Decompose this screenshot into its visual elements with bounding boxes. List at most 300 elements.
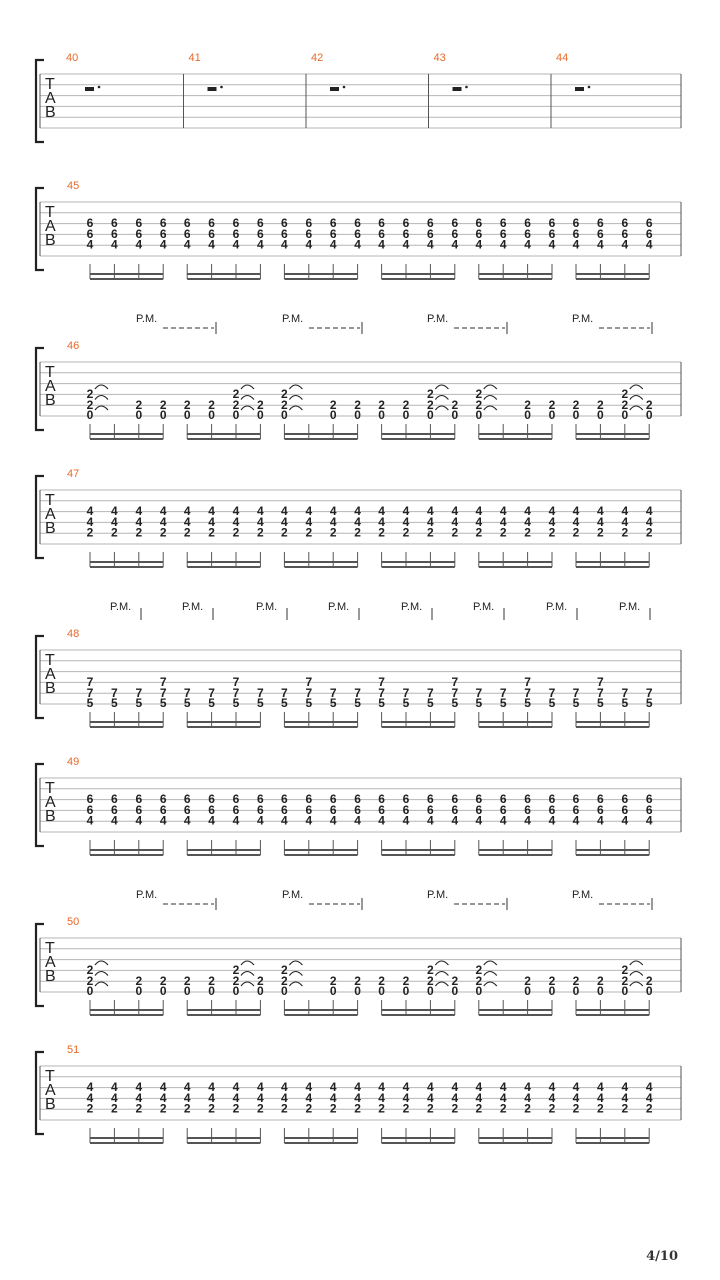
fret-number: 5 xyxy=(645,696,653,710)
fret-number: 4 xyxy=(524,514,531,529)
fret-number: 4 xyxy=(475,1080,483,1094)
fret-number: 4 xyxy=(183,1080,191,1094)
fret-number: 4 xyxy=(232,1080,240,1094)
fret-number: 2 xyxy=(86,525,94,540)
fret-number: 4 xyxy=(305,514,313,529)
fret-number: 6 xyxy=(257,216,264,230)
fret-number: 7 xyxy=(548,686,556,700)
fret-number: 6 xyxy=(645,792,653,806)
fret-number: 5 xyxy=(86,696,94,710)
fret-number: 0 xyxy=(402,984,410,998)
fret-number: 6 xyxy=(86,792,94,806)
measure-number: 43 xyxy=(433,52,446,64)
fret-number: 5 xyxy=(475,696,483,710)
fret-number: 4 xyxy=(111,813,118,828)
fret-number: 4 xyxy=(572,1090,580,1105)
fret-number: 7 xyxy=(86,686,94,700)
tab-clef-letter: T xyxy=(45,652,55,669)
fret-number: 6 xyxy=(183,216,191,230)
fret-number: 6 xyxy=(183,226,191,241)
palm-mute-label: P.M. xyxy=(110,601,132,613)
fret-number: 6 xyxy=(572,802,580,817)
fret-number: 2 xyxy=(232,398,240,412)
fret-number: 4 xyxy=(572,504,580,518)
fret-number: 7 xyxy=(597,686,604,700)
fret-number: 4 xyxy=(621,514,629,529)
fret-number: 0 xyxy=(451,408,459,422)
fret-number: 7 xyxy=(451,686,459,700)
slur-arc xyxy=(484,385,497,389)
measure-number: 47 xyxy=(67,468,80,480)
fret-number: 2 xyxy=(427,525,434,540)
fret-number: 6 xyxy=(135,226,143,241)
fret-number: 4 xyxy=(548,514,556,529)
fret-number: 2 xyxy=(281,963,288,977)
slur-arc xyxy=(289,982,302,986)
fret-number: 4 xyxy=(208,514,215,529)
tab-clef-letter: B xyxy=(45,392,56,409)
fret-number: 4 xyxy=(183,514,191,529)
tab-clef-letter: B xyxy=(45,520,56,537)
fret-number: 4 xyxy=(645,813,653,828)
fret-number: 6 xyxy=(354,226,361,241)
slur-arc xyxy=(95,406,108,410)
fret-number: 2 xyxy=(645,974,653,988)
fret-number: 6 xyxy=(257,802,264,817)
fret-number: 6 xyxy=(111,802,118,817)
fret-number: 6 xyxy=(378,226,385,241)
fret-number: 5 xyxy=(378,696,385,710)
fret-number: 4 xyxy=(499,1090,507,1105)
dot xyxy=(343,86,346,89)
slur-arc xyxy=(95,385,108,389)
fret-number: 6 xyxy=(524,802,531,817)
fret-number: 6 xyxy=(548,792,556,806)
fret-number: 4 xyxy=(378,1090,385,1105)
fret-number: 4 xyxy=(427,1080,434,1094)
fret-number: 0 xyxy=(645,408,653,422)
fret-number: 4 xyxy=(111,237,118,252)
fret-number: 5 xyxy=(281,696,288,710)
fret-number: 6 xyxy=(281,226,288,241)
fret-number: 2 xyxy=(305,525,313,540)
fret-number: 6 xyxy=(354,802,361,817)
fret-number: 2 xyxy=(281,1101,288,1116)
fret-number: 6 xyxy=(111,792,118,806)
fret-number: 6 xyxy=(499,802,507,817)
fret-number: 0 xyxy=(257,984,264,998)
tab-clef-letter: A xyxy=(45,90,56,107)
fret-number: 2 xyxy=(159,974,167,988)
fret-number: 6 xyxy=(597,216,604,230)
fret-number: 0 xyxy=(354,408,361,422)
fret-number: 0 xyxy=(281,984,288,998)
fret-number: 4 xyxy=(208,237,215,252)
fret-number: 2 xyxy=(499,1101,507,1116)
fret-number: 5 xyxy=(597,696,604,710)
fret-number: 4 xyxy=(378,1080,385,1094)
fret-number: 0 xyxy=(572,984,580,998)
fret-number: 4 xyxy=(378,514,385,529)
fret-number: 6 xyxy=(135,792,143,806)
fret-number: 0 xyxy=(548,984,556,998)
fret-number: 4 xyxy=(111,504,118,518)
fret-number: 4 xyxy=(427,1090,434,1105)
fret-number: 4 xyxy=(451,813,459,828)
slur-arc xyxy=(95,982,108,986)
tab-clef-letter: B xyxy=(45,680,56,697)
fret-number: 4 xyxy=(402,813,410,828)
fret-number: 2 xyxy=(232,1101,240,1116)
half-rest xyxy=(85,87,94,91)
fret-number: 5 xyxy=(402,696,410,710)
slur-arc xyxy=(484,396,497,400)
slur-arc xyxy=(630,406,643,410)
palm-mute-label: P.M. xyxy=(427,889,449,901)
fret-number: 2 xyxy=(354,525,361,540)
dot xyxy=(98,86,101,89)
slur-arc xyxy=(630,385,643,389)
fret-number: 7 xyxy=(475,686,483,700)
fret-number: 6 xyxy=(427,216,434,230)
fret-number: 4 xyxy=(378,504,385,518)
fret-number: 4 xyxy=(281,813,288,828)
fret-number: 7 xyxy=(645,686,653,700)
fret-number: 7 xyxy=(159,686,167,700)
fret-number: 4 xyxy=(86,237,94,252)
fret-number: 2 xyxy=(329,525,337,540)
slur-arc xyxy=(241,396,254,400)
fret-number: 4 xyxy=(475,514,483,529)
fret-number: 4 xyxy=(621,1080,629,1094)
fret-number: 0 xyxy=(232,984,240,998)
fret-number: 6 xyxy=(402,792,410,806)
fret-number: 4 xyxy=(499,514,507,529)
fret-number: 7 xyxy=(111,686,118,700)
fret-number: 7 xyxy=(183,686,191,700)
fret-number: 4 xyxy=(499,504,507,518)
fret-number: 4 xyxy=(305,237,313,252)
fret-number: 6 xyxy=(86,216,94,230)
fret-number: 2 xyxy=(135,1101,143,1116)
fret-number: 4 xyxy=(572,1080,580,1094)
fret-number: 2 xyxy=(427,398,434,412)
fret-number: 4 xyxy=(135,514,143,529)
fret-number: 7 xyxy=(232,675,240,689)
fret-number: 4 xyxy=(208,813,215,828)
measure-number: 50 xyxy=(67,916,80,928)
fret-number: 4 xyxy=(329,1090,337,1105)
fret-number: 2 xyxy=(208,974,215,988)
fret-number: 4 xyxy=(451,1080,459,1094)
measure-number: 40 xyxy=(66,52,79,64)
fret-number: 4 xyxy=(597,1090,604,1105)
fret-number: 2 xyxy=(159,525,167,540)
fret-number: 6 xyxy=(305,226,313,241)
slur-arc xyxy=(95,396,108,400)
fret-number: 2 xyxy=(86,387,94,401)
fret-number: 4 xyxy=(159,237,167,252)
slur-arc xyxy=(435,982,448,986)
fret-number: 4 xyxy=(86,1090,94,1105)
fret-number: 6 xyxy=(427,802,434,817)
fret-number: 4 xyxy=(86,514,94,529)
fret-number: 6 xyxy=(524,216,531,230)
fret-number: 4 xyxy=(402,237,410,252)
fret-number: 2 xyxy=(548,974,556,988)
measure-number: 44 xyxy=(556,52,569,64)
fret-number: 6 xyxy=(135,802,143,817)
fret-number: 2 xyxy=(232,525,240,540)
fret-number: 2 xyxy=(621,398,629,412)
fret-number: 7 xyxy=(402,686,410,700)
fret-number: 4 xyxy=(524,1090,531,1105)
fret-number: 4 xyxy=(159,813,167,828)
fret-number: 6 xyxy=(208,802,215,817)
fret-number: 0 xyxy=(378,408,385,422)
fret-number: 2 xyxy=(183,1101,191,1116)
fret-number: 2 xyxy=(257,974,264,988)
fret-number: 4 xyxy=(597,237,604,252)
fret-number: 0 xyxy=(159,408,167,422)
tab-clef-letter: T xyxy=(45,940,55,957)
slur-arc xyxy=(630,982,643,986)
fret-number: 4 xyxy=(281,504,288,518)
fret-number: 5 xyxy=(159,696,167,710)
fret-number: 2 xyxy=(621,525,629,540)
half-rest xyxy=(453,87,462,91)
fret-number: 6 xyxy=(281,216,288,230)
fret-number: 2 xyxy=(451,525,459,540)
slur-arc xyxy=(484,972,497,976)
fret-number: 6 xyxy=(621,792,629,806)
palm-mute-label: P.M. xyxy=(328,601,350,613)
fret-number: 4 xyxy=(499,1080,507,1094)
fret-number: 5 xyxy=(451,696,459,710)
dot xyxy=(588,86,591,89)
fret-number: 5 xyxy=(499,696,507,710)
slur-arc xyxy=(241,972,254,976)
fret-number: 6 xyxy=(475,226,483,241)
fret-number: 4 xyxy=(499,237,507,252)
fret-number: 6 xyxy=(475,792,483,806)
fret-number: 4 xyxy=(572,237,580,252)
fret-number: 6 xyxy=(572,792,580,806)
fret-number: 4 xyxy=(183,1090,191,1105)
fret-number: 4 xyxy=(111,514,118,529)
fret-number: 2 xyxy=(354,1101,361,1116)
fret-number: 6 xyxy=(402,226,410,241)
fret-number: 2 xyxy=(524,525,531,540)
fret-number: 0 xyxy=(524,984,531,998)
fret-number: 4 xyxy=(208,1080,215,1094)
fret-number: 4 xyxy=(548,504,556,518)
fret-number: 6 xyxy=(208,792,215,806)
fret-number: 2 xyxy=(208,525,215,540)
fret-number: 4 xyxy=(475,813,483,828)
fret-number: 4 xyxy=(232,1090,240,1105)
fret-number: 4 xyxy=(572,514,580,529)
fret-number: 6 xyxy=(475,216,483,230)
tab-clef-letter: B xyxy=(45,808,56,825)
fret-number: 4 xyxy=(111,1090,118,1105)
fret-number: 4 xyxy=(402,514,410,529)
fret-number: 7 xyxy=(524,675,531,689)
fret-number: 2 xyxy=(378,1101,385,1116)
fret-number: 4 xyxy=(475,237,483,252)
slur-arc xyxy=(241,961,254,965)
fret-number: 5 xyxy=(572,696,580,710)
fret-number: 4 xyxy=(427,504,434,518)
slur-arc xyxy=(435,385,448,389)
slur-arc xyxy=(435,396,448,400)
fret-number: 2 xyxy=(572,974,580,988)
fret-number: 4 xyxy=(524,1080,531,1094)
measure-number: 46 xyxy=(67,340,80,352)
fret-number: 0 xyxy=(135,408,143,422)
tab-clef-letter: B xyxy=(45,232,56,249)
fret-number: 4 xyxy=(354,1090,361,1105)
fret-number: 6 xyxy=(451,226,459,241)
fret-number: 2 xyxy=(354,974,361,988)
fret-number: 6 xyxy=(621,226,629,241)
fret-number: 2 xyxy=(645,398,653,412)
fret-number: 4 xyxy=(208,504,215,518)
fret-number: 4 xyxy=(427,237,434,252)
fret-number: 6 xyxy=(378,802,385,817)
fret-number: 6 xyxy=(208,226,215,241)
fret-number: 2 xyxy=(111,1101,118,1116)
fret-number: 0 xyxy=(281,408,288,422)
fret-number: 6 xyxy=(329,802,337,817)
fret-number: 5 xyxy=(621,696,629,710)
fret-number: 5 xyxy=(305,696,313,710)
fret-number: 4 xyxy=(354,514,361,529)
fret-number: 2 xyxy=(257,398,264,412)
dot xyxy=(465,86,468,89)
fret-number: 4 xyxy=(548,1090,556,1105)
fret-number: 4 xyxy=(597,504,604,518)
fret-number: 0 xyxy=(475,984,483,998)
fret-number: 4 xyxy=(329,514,337,529)
fret-number: 4 xyxy=(281,237,288,252)
fret-number: 4 xyxy=(597,1080,604,1094)
fret-number: 6 xyxy=(402,802,410,817)
half-rest xyxy=(330,87,339,91)
fret-number: 6 xyxy=(232,216,240,230)
fret-number: 4 xyxy=(257,1090,264,1105)
fret-number: 2 xyxy=(475,1101,483,1116)
fret-number: 2 xyxy=(499,525,507,540)
fret-number: 0 xyxy=(548,408,556,422)
fret-number: 6 xyxy=(451,792,459,806)
fret-number: 4 xyxy=(524,813,531,828)
fret-number: 6 xyxy=(159,216,167,230)
fret-number: 7 xyxy=(499,686,507,700)
fret-number: 2 xyxy=(524,1101,531,1116)
fret-number: 4 xyxy=(427,514,434,529)
slur-arc xyxy=(435,961,448,965)
measure-number: 48 xyxy=(67,628,80,640)
fret-number: 0 xyxy=(572,408,580,422)
fret-number: 4 xyxy=(645,1090,653,1105)
fret-number: 4 xyxy=(548,1080,556,1094)
fret-number: 6 xyxy=(621,802,629,817)
fret-number: 4 xyxy=(597,813,604,828)
fret-number: 2 xyxy=(329,974,337,988)
fret-number: 0 xyxy=(86,984,94,998)
fret-number: 2 xyxy=(402,1101,410,1116)
fret-number: 2 xyxy=(427,387,434,401)
fret-number: 7 xyxy=(597,675,604,689)
tab-clef-letter: A xyxy=(45,1082,56,1099)
fret-number: 2 xyxy=(183,974,191,988)
fret-number: 2 xyxy=(135,525,143,540)
fret-number: 4 xyxy=(329,1080,337,1094)
fret-number: 6 xyxy=(427,226,434,241)
fret-number: 2 xyxy=(402,974,410,988)
fret-number: 5 xyxy=(232,696,240,710)
fret-number: 4 xyxy=(257,237,264,252)
fret-number: 6 xyxy=(645,216,653,230)
fret-number: 6 xyxy=(451,802,459,817)
slur-arc xyxy=(95,972,108,976)
fret-number: 2 xyxy=(159,398,167,412)
fret-number: 4 xyxy=(451,514,459,529)
fret-number: 4 xyxy=(159,514,167,529)
fret-number: 0 xyxy=(208,984,215,998)
fret-number: 2 xyxy=(572,398,580,412)
fret-number: 2 xyxy=(257,1101,264,1116)
fret-number: 4 xyxy=(475,1090,483,1105)
slur-arc xyxy=(435,972,448,976)
fret-number: 6 xyxy=(232,792,240,806)
fret-number: 7 xyxy=(354,686,361,700)
tab-clef-letter: T xyxy=(45,76,55,93)
fret-number: 2 xyxy=(427,1101,434,1116)
tab-clef-letter: A xyxy=(45,218,56,235)
palm-mute-label: P.M. xyxy=(256,601,278,613)
fret-number: 6 xyxy=(548,216,556,230)
fret-number: 2 xyxy=(281,974,288,988)
fret-number: 2 xyxy=(572,525,580,540)
fret-number: 0 xyxy=(597,984,604,998)
fret-number: 6 xyxy=(572,226,580,241)
fret-number: 5 xyxy=(329,696,337,710)
fret-number: 2 xyxy=(378,398,385,412)
fret-number: 4 xyxy=(86,813,94,828)
fret-number: 4 xyxy=(621,504,629,518)
fret-number: 5 xyxy=(524,696,531,710)
fret-number: 0 xyxy=(427,408,434,422)
fret-number: 6 xyxy=(183,792,191,806)
fret-number: 6 xyxy=(329,792,337,806)
fret-number: 6 xyxy=(159,802,167,817)
fret-number: 6 xyxy=(499,226,507,241)
fret-number: 4 xyxy=(645,237,653,252)
half-rest xyxy=(575,87,584,91)
fret-number: 0 xyxy=(597,408,604,422)
fret-number: 2 xyxy=(402,398,410,412)
fret-number: 4 xyxy=(86,504,94,518)
fret-number: 7 xyxy=(451,675,459,689)
fret-number: 2 xyxy=(524,398,531,412)
fret-number: 7 xyxy=(208,686,215,700)
fret-number: 2 xyxy=(451,398,459,412)
fret-number: 5 xyxy=(548,696,556,710)
fret-number: 4 xyxy=(183,504,191,518)
tab-clef-letter: T xyxy=(45,492,55,509)
